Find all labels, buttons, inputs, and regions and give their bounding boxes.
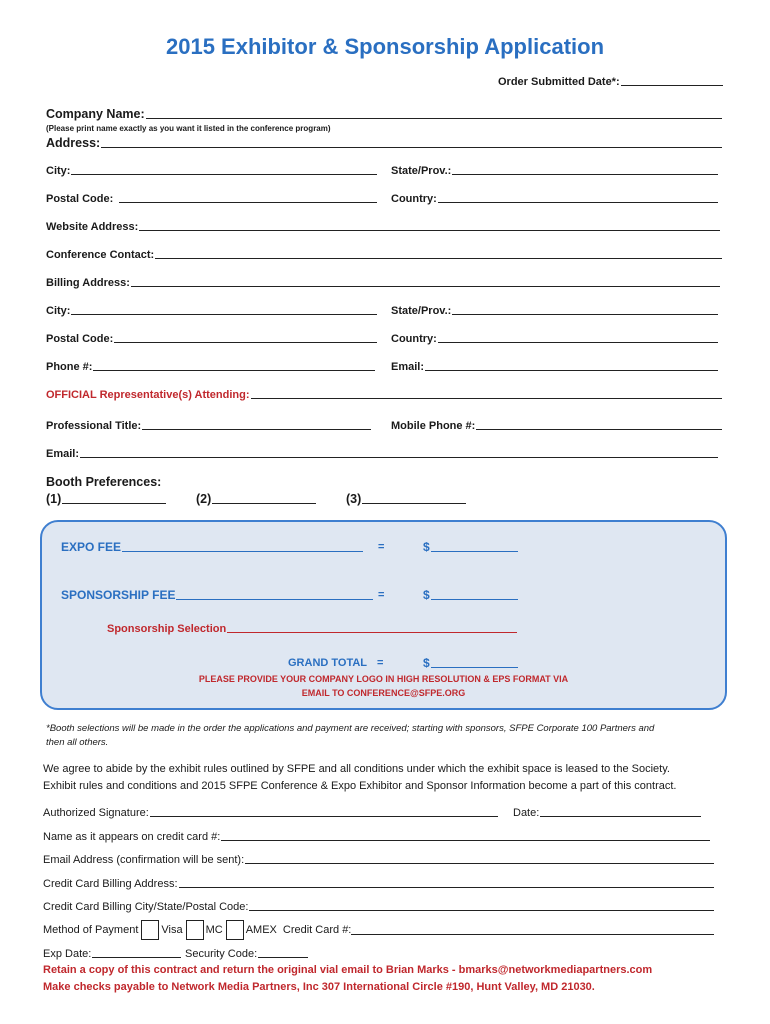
logo-note-1: PLEASE PROVIDE YOUR COMPANY LOGO IN HIGH RESOLUTION & EPS FORMAT VIA [198, 674, 569, 684]
billing-city-field[interactable] [46, 305, 377, 317]
amex-checkbox[interactable] [226, 920, 244, 940]
expo-fee-field[interactable] [61, 540, 363, 554]
booth-pref-2[interactable] [196, 492, 316, 506]
security-code-line[interactable] [258, 957, 308, 958]
signature-field[interactable] [43, 807, 498, 819]
state-line[interactable] [452, 174, 718, 175]
prof-title-line[interactable] [142, 429, 371, 430]
postal-line[interactable] [119, 202, 377, 203]
official-rep-label: OFFICIAL Representative(s) Attending: [46, 389, 250, 401]
cc-email-field[interactable] [43, 854, 714, 866]
phone-field[interactable] [46, 361, 375, 373]
exp-date-line[interactable] [92, 957, 181, 958]
official-rep-field[interactable] [46, 389, 722, 401]
grand-total-dollar: $ [423, 656, 430, 670]
billing-city-label: City: [46, 305, 71, 317]
cc-email-line[interactable] [245, 863, 714, 864]
cc-name-label: Name as it appears on credit card #: [43, 831, 221, 843]
phone-label: Phone #: [46, 361, 93, 373]
billing-country-line[interactable] [438, 342, 718, 343]
sponsorship-fee-field[interactable] [61, 588, 373, 602]
billing-field[interactable] [46, 277, 720, 289]
visa-checkbox[interactable] [141, 920, 159, 940]
expo-fee-equals: = [378, 541, 385, 553]
exp-date-label: Exp Date: [43, 948, 92, 960]
mobile-label: Mobile Phone #: [391, 420, 476, 432]
address-label: Address: [46, 136, 101, 150]
sponsorship-fee-line[interactable] [176, 599, 373, 600]
payment-method-label: Method of Payment [43, 924, 139, 936]
sponsorship-fee-label: SPONSORSHIP FEE [61, 588, 176, 602]
grand-total-label: GRAND TOTAL [288, 657, 368, 669]
prof-title-field[interactable] [46, 420, 371, 432]
cc-email-label: Email Address (confirmation will be sent): [43, 854, 245, 866]
cc-billing-label: Credit Card Billing Address: [43, 878, 178, 890]
prof-title-label: Professional Title: [46, 420, 142, 432]
booth-pref-1[interactable] [46, 492, 166, 506]
expo-fee-amount-line[interactable] [431, 551, 518, 552]
rep-email-label: Email: [46, 448, 80, 460]
page-title: 2015 Exhibitor & Sponsorship Application [165, 34, 605, 59]
official-rep-line[interactable] [251, 398, 722, 399]
booth-preferences-label: Booth Preferences: [46, 475, 162, 489]
sponsorship-selection-line[interactable] [227, 632, 517, 633]
company-name-field[interactable] [46, 107, 722, 121]
sponsorship-selection-field[interactable] [107, 623, 517, 635]
signature-date-line[interactable] [540, 816, 701, 817]
payment-method-row [43, 917, 714, 943]
booth-pref-1-label: (1) [46, 492, 62, 506]
email-label: Email: [391, 361, 425, 373]
rep-email-field[interactable] [46, 448, 718, 460]
billing-postal-line[interactable] [114, 342, 377, 343]
contact-line[interactable] [155, 258, 722, 259]
contact-label: Conference Contact: [46, 249, 155, 261]
checks-note: Make checks payable to Network Media Partners, Inc 307 International Circle #190, Hunt Valley, MD 21030. [43, 981, 595, 993]
cc-name-field[interactable] [43, 831, 710, 843]
sponsorship-selection-label: Sponsorship Selection [107, 623, 227, 635]
booth-pref-3[interactable] [346, 492, 466, 506]
cc-city-label: Credit Card Billing City/State/Postal Code: [43, 901, 249, 913]
signature-line[interactable] [150, 816, 498, 817]
security-code-field[interactable] [185, 948, 308, 960]
sponsorship-fee-amount[interactable] [423, 588, 518, 602]
cc-billing-line[interactable] [179, 887, 714, 888]
mobile-field[interactable] [391, 420, 722, 432]
logo-note-2: EMAIL TO CONFERENCE@SFPE.ORG [301, 688, 466, 698]
booth-pref-3-line[interactable] [362, 503, 466, 504]
security-code-label: Security Code: [185, 948, 258, 960]
booth-note-2: then all others. [46, 737, 109, 748]
mobile-line[interactable] [476, 429, 722, 430]
email-field[interactable] [391, 361, 718, 373]
city-field[interactable] [46, 165, 377, 177]
billing-country-label: Country: [391, 333, 437, 345]
country-field[interactable] [391, 193, 718, 205]
expo-fee-label: EXPO FEE [61, 540, 122, 554]
billing-country-field[interactable] [391, 333, 718, 345]
grand-total-amount[interactable] [423, 656, 518, 670]
billing-line[interactable] [131, 286, 720, 287]
expo-fee-amount[interactable] [423, 540, 518, 554]
country-label: Country: [391, 193, 437, 205]
city-line[interactable] [71, 174, 377, 175]
booth-pref-2-line[interactable] [212, 503, 316, 504]
website-line[interactable] [139, 230, 720, 231]
rep-email-line[interactable] [80, 457, 718, 458]
website-field[interactable] [46, 221, 720, 233]
email-line[interactable] [425, 370, 718, 371]
billing-state-field[interactable] [391, 305, 718, 317]
address-field[interactable] [46, 136, 722, 150]
state-label: State/Prov.: [391, 165, 452, 177]
mc-label: MC [205, 924, 223, 936]
sponsorship-fee-amount-line[interactable] [431, 599, 518, 600]
booth-pref-3-label: (3) [346, 492, 362, 506]
contact-field[interactable] [46, 249, 722, 261]
address-line[interactable] [101, 147, 722, 148]
city-label: City: [46, 165, 71, 177]
postal-label: Postal Code: [46, 193, 114, 205]
phone-line[interactable] [93, 370, 375, 371]
state-field[interactable] [391, 165, 718, 177]
signature-date-field[interactable] [513, 807, 701, 819]
cc-number-label: Credit Card #: [282, 924, 352, 936]
cc-billing-field[interactable] [43, 878, 714, 890]
exp-date-field[interactable] [43, 948, 181, 960]
agreement-line-2: Exhibit rules and conditions and 2015 SFPE Conference & Expo Exhibitor and Sponsor Information become a part of this contract. [43, 780, 677, 792]
cc-city-field[interactable] [43, 901, 714, 913]
booth-note-1: *Booth selections will be made in the order the applications and payment are received; starting with sponsors, SFPE Corporate 100 Partners and [46, 723, 655, 734]
postal-field[interactable] [46, 193, 377, 205]
signature-label: Authorized Signature: [43, 807, 149, 819]
sponsorship-fee-dollar: $ [423, 588, 430, 602]
signature-date-label: Date: [513, 807, 540, 819]
billing-postal-label: Postal Code: [46, 333, 114, 345]
booth-pref-1-line[interactable] [62, 503, 166, 504]
cc-number-line[interactable] [351, 934, 714, 935]
booth-pref-2-label: (2) [196, 492, 212, 506]
amex-label: AMEX [245, 924, 277, 936]
visa-label: Visa [161, 924, 183, 936]
order-date-field[interactable] [498, 76, 723, 88]
retain-note: Retain a copy of this contract and return the original vial email to Brian Marks - bmarks@networkmediapartners.com [43, 964, 653, 976]
billing-state-label: State/Prov.: [391, 305, 452, 317]
expo-fee-dollar: $ [423, 540, 430, 554]
company-name-label: Company Name: [46, 107, 145, 121]
billing-label: Billing Address: [46, 277, 130, 289]
grand-total-equals: = [377, 657, 384, 669]
website-label: Website Address: [46, 221, 139, 233]
cc-name-line[interactable] [221, 840, 710, 841]
sponsorship-fee-equals: = [378, 589, 385, 601]
expo-fee-line[interactable] [122, 551, 363, 552]
company-note: (Please print name exactly as you want it listed in the conference program) [46, 124, 331, 133]
grand-total-line[interactable] [431, 667, 518, 668]
cc-city-line[interactable] [249, 910, 714, 911]
company-name-line[interactable] [146, 118, 722, 119]
order-date-label: Order Submitted Date*: [498, 76, 620, 88]
country-line[interactable] [438, 202, 718, 203]
billing-postal-field[interactable] [46, 333, 377, 345]
mc-checkbox[interactable] [186, 920, 204, 940]
order-date-line[interactable] [621, 85, 723, 86]
agreement-line-1: We agree to abide by the exhibit rules outlined by SFPE and all conditions under which the exhibit space is leased to the Society. [43, 763, 670, 775]
billing-state-line[interactable] [452, 314, 718, 315]
billing-city-line[interactable] [71, 314, 377, 315]
